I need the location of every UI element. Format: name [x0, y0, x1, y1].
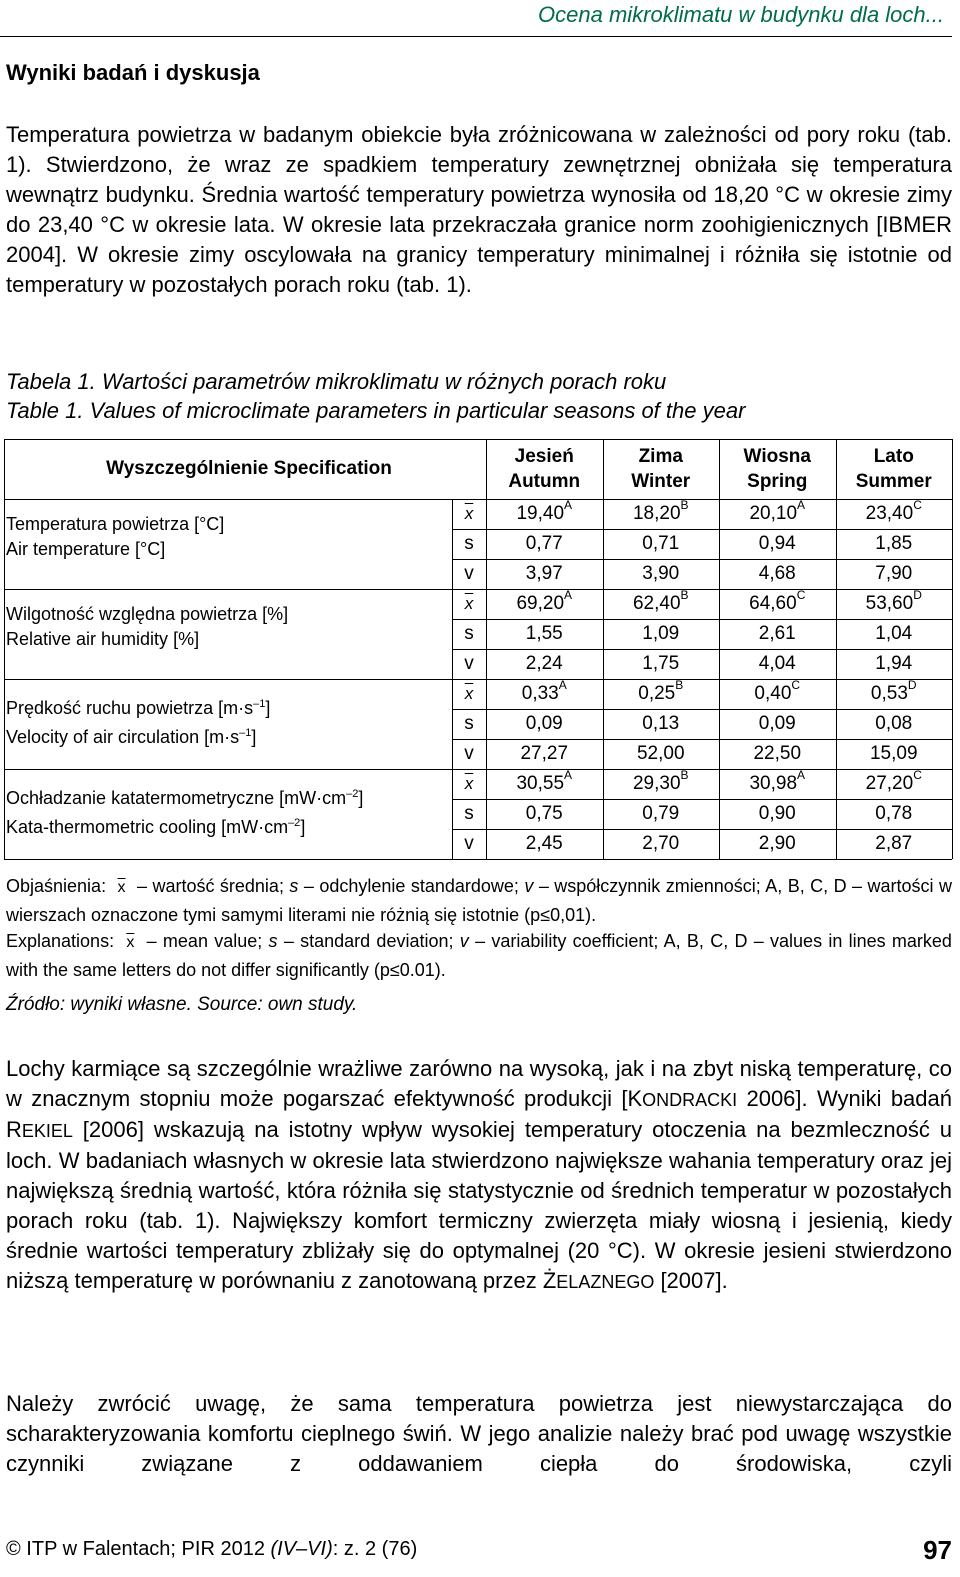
- parameter-label-pl: Ochładzanie katatermometryczne $[mW\cdot cm^{-2}]$: [6, 788, 364, 808]
- mean-symbol: $\overline{x}$: [117, 879, 126, 896]
- running-head-title: Ocena mikroklimatu w budynku dla loch...: [538, 2, 944, 27]
- table-cell: 2,24: [525, 653, 563, 674]
- paragraph-discussion: [6, 1054, 952, 1297]
- footer-citation: [6, 1538, 417, 1561]
- stat-symbol: s: [464, 533, 474, 554]
- table-header-specification: Wyszczególnienie Specification: [106, 458, 392, 479]
- table-cell: 0,08: [875, 713, 913, 734]
- stat-symbol: v: [464, 743, 474, 764]
- table-cell: $0,40^C$: [754, 677, 801, 704]
- notes-pl-mean: – wartość średnia;: [136, 876, 284, 896]
- table-cell: 1,94: [875, 653, 913, 674]
- table-cell: 1,85: [875, 533, 913, 554]
- stat-symbol: s: [464, 713, 474, 734]
- table-cell: 52,00: [636, 743, 685, 764]
- parameter-label: [6, 692, 446, 750]
- parameter-label: [6, 512, 446, 562]
- table-cell: $69,20^A$: [516, 587, 573, 614]
- table-cell: 1,55: [525, 623, 563, 644]
- parameter-label-en: Kata-thermometric cooling $[mW\cdot cm^{-2}]$: [6, 817, 306, 837]
- table-caption-en: Table 1. Values of microclimate parameters in particular seasons of the year: [6, 398, 746, 423]
- table-cell: $19,40^A$: [516, 497, 573, 524]
- table-cell: 1,04: [875, 623, 913, 644]
- table-cell: 0,79: [642, 803, 680, 824]
- table-cell: 1,09: [642, 623, 680, 644]
- table-cell: 0,78: [875, 803, 913, 824]
- notes-en-v-symbol: v: [459, 931, 469, 951]
- parameter-label-en: Velocity of air circulation $[m\cdot s^{-1}]$: [6, 727, 257, 747]
- table-cell: 0,77: [525, 533, 563, 554]
- stat-symbol: s: [464, 803, 474, 824]
- notes-en-prefix: Explanations:: [6, 931, 115, 951]
- table-border-right: [952, 439, 953, 859]
- table-cell: 0,75: [525, 803, 563, 824]
- table-cell: $0,53^D$: [870, 677, 917, 704]
- author-zelazny: ELAZNEGO: [556, 1272, 655, 1292]
- table-cell: 1,75: [642, 653, 680, 674]
- table-header-autumn: [486, 439, 603, 499]
- notes-pl-cv: – współczynnik zmienności; A, B, C, D – wartości w wierszach oznaczone tymi samymi literami nie różnią się istotnie (p≤0,01).: [6, 876, 952, 925]
- table-cell: $0,25^B$: [638, 677, 684, 704]
- table-cell: 2,45: [525, 833, 563, 854]
- table-cell: $0,33^A$: [521, 677, 567, 704]
- season-name-pl: Jesień: [514, 446, 574, 467]
- footer-issue-number: : z. 2 (76): [332, 1538, 418, 1560]
- season-name-pl: Wiosna: [743, 446, 811, 467]
- footer-issue-months: (IV–VI): [270, 1538, 333, 1560]
- notes-en-s-symbol: s: [268, 931, 278, 951]
- table-cell: 27,27: [520, 743, 569, 764]
- stat-symbol: v: [464, 563, 474, 584]
- mean-symbol: $\overline{x}$: [126, 934, 135, 951]
- author-rekiel-initial: R: [6, 1117, 22, 1142]
- para2-text-3: [2006] wskazują na istotny wpływ wysokiej temperatury otoczenia na bezmleczność u loch. W badaniach własnych w okresie lata stwierdzono największe wahania temperatury oraz jej największą średnią wartość, która różniła się statystycznie od średnich temperatur w pozostałych porach roku (tab. 1). Największy komfort termiczny zwierzęta miały wiosną i jesienią, kiedy średnie wartości temperatury zbliżały się do optymalnej (20 °C). W okresie jesieni stwierdzono niższą temperaturę w porównaniu z zanotowaną przez: [6, 1117, 952, 1293]
- table-cell: $20,10^A$: [749, 497, 806, 524]
- paragraph-comfort: Należy zwrócić uwagę, że sama temperatura powietrza jest niewystarczająca do scharakteryzowania komfortu cieplnego świń. W jego analizie należy brać pod uwagę wszystkie czynniki związane z oddawaniem ciepła do środowiska, czyli: [6, 1391, 952, 1476]
- table-border-left: [4, 439, 5, 859]
- paragraph-results: Temperatura powietrza w badanym obiekcie była zróżnicowana w zależności od pory roku (tab. 1). Stwierdzono, że wraz ze spadkiem temperatury zewnętrznej obniżała się temperatura wewnątrz budynku. Średnia wartość temperatury powietrza wynosiła od 18,20 °C w okresie zimy do 23,40 °C w okresie lata. W okresie lata przekraczała granice norm zoohigienicznych [IBMER 2004]. W okresie zimy oscylowała na granicy temperatury minimalnej i różniła się istotnie od temperatury w pozostałych porach roku (tab. 1).: [6, 122, 952, 297]
- table-cell: 2,90: [758, 833, 796, 854]
- table-cell: 3,90: [642, 563, 680, 584]
- parameter-label-pl: Temperatura powietrza [°C]: [6, 514, 225, 534]
- notes-pl-sd: – odchylenie standardowe;: [303, 876, 519, 896]
- table-cell: $53,60^D$: [865, 587, 922, 614]
- para2-text-1: Lochy karmiące są szczególnie wrażliwe zarówno na wysoką, jak i na zbyt niską temperaturę, co w znacznym stopniu może pogarszać efektywność produkcji [: [6, 1056, 952, 1111]
- table-cell: 0,13: [642, 713, 680, 734]
- table-cell: $23,40^C$: [865, 497, 922, 524]
- table-border-bottom: [4, 859, 952, 860]
- table-cell: 15,09: [869, 743, 918, 764]
- parameter-label-en: Relative air humidity [%]: [6, 629, 200, 649]
- season-name-en: Summer: [855, 471, 932, 492]
- stat-symbol: s: [464, 623, 474, 644]
- season-name-pl: Zima: [638, 446, 683, 467]
- stat-symbol: $\overline{x}$: [464, 594, 474, 613]
- table-cell: 0,90: [758, 803, 796, 824]
- notes-pl-prefix: Objaśnienia:: [6, 876, 107, 896]
- stat-symbol: $\overline{x}$: [464, 684, 474, 703]
- para2-text-4: [2007].: [654, 1268, 728, 1293]
- parameter-label: [6, 782, 446, 840]
- notes-en-sd: – standard deviation;: [283, 931, 454, 951]
- page-number: 97: [923, 1535, 952, 1565]
- parameter-label: [6, 602, 446, 652]
- table-cell: $30,55^A$: [516, 767, 573, 794]
- table-cell: $62,40^B$: [632, 587, 689, 614]
- table-header-spring: [719, 439, 836, 499]
- table-cell: 0,94: [758, 533, 796, 554]
- season-name-en: Autumn: [508, 471, 581, 492]
- table-cell: 2,87: [875, 833, 913, 854]
- footer-copyright: © ITP w Falentach; PIR 2012: [6, 1538, 271, 1560]
- table-cell: 0,09: [525, 713, 563, 734]
- table-cell: 7,90: [875, 563, 913, 584]
- table-cell: 0,09: [758, 713, 796, 734]
- table-header-winter: [603, 439, 720, 499]
- table-cell: 2,70: [642, 833, 680, 854]
- notes-pl-s-symbol: s: [289, 876, 299, 896]
- author-kondracki: ONDRACKI: [642, 1090, 738, 1110]
- table-cell: $29,30^B$: [632, 767, 689, 794]
- table-cell: 3,97: [525, 563, 563, 584]
- parameter-label-pl: Prędkość ruchu powietrza $[m\cdot s^{-1}]$: [6, 698, 271, 718]
- section-heading: Wyniki badań i dyskusja: [6, 60, 260, 85]
- table-cell: $30,98^A$: [749, 767, 806, 794]
- table-notes: [6, 873, 952, 983]
- table-cell: 4,68: [758, 563, 796, 584]
- author-rekiel: EKIEL: [21, 1121, 73, 1141]
- table-cell: 4,04: [758, 653, 796, 674]
- stat-symbol: $\overline{x}$: [464, 774, 474, 793]
- table-header-summer: [836, 439, 953, 499]
- table-cell: $18,20^B$: [632, 497, 689, 524]
- table-cell: $27,20^C$: [865, 767, 922, 794]
- table-cell: 22,50: [753, 743, 802, 764]
- author-kondracki-initial: K: [627, 1086, 643, 1111]
- table-cell: $64,60^C$: [749, 587, 806, 614]
- stat-symbol: $\overline{x}$: [464, 504, 474, 523]
- parameter-label-en: Air temperature [°C]: [6, 539, 166, 559]
- table-caption-pl: Tabela 1. Wartości parametrów mikroklimatu w różnych porach roku: [6, 369, 667, 394]
- notes-en-mean: – mean value;: [146, 931, 263, 951]
- season-name-en: Winter: [631, 471, 691, 492]
- para2-text-2: 2006]. Wyniki badań: [737, 1086, 952, 1111]
- source-note: Źródło: wyniki własne. Source: own study.: [6, 994, 358, 1015]
- parameter-label-pl: Wilgotność względna powietrza [%]: [6, 604, 289, 624]
- running-header: [0, 0, 952, 37]
- season-name-pl: Lato: [873, 446, 914, 467]
- notes-pl-v-symbol: v: [524, 876, 534, 896]
- season-name-en: Spring: [747, 471, 808, 492]
- notes-en-cv: – variability coefficient; A, B, C, D – values in lines marked with the same letters do not differ significantly (p≤0.01).: [6, 931, 952, 980]
- microclimate-table: [4, 439, 952, 859]
- stat-symbol: v: [464, 653, 474, 674]
- stat-symbol: v: [464, 833, 474, 854]
- author-zelazny-initial: Ż: [542, 1268, 557, 1293]
- table-cell: 2,61: [758, 623, 796, 644]
- table-cell: 0,71: [642, 533, 680, 554]
